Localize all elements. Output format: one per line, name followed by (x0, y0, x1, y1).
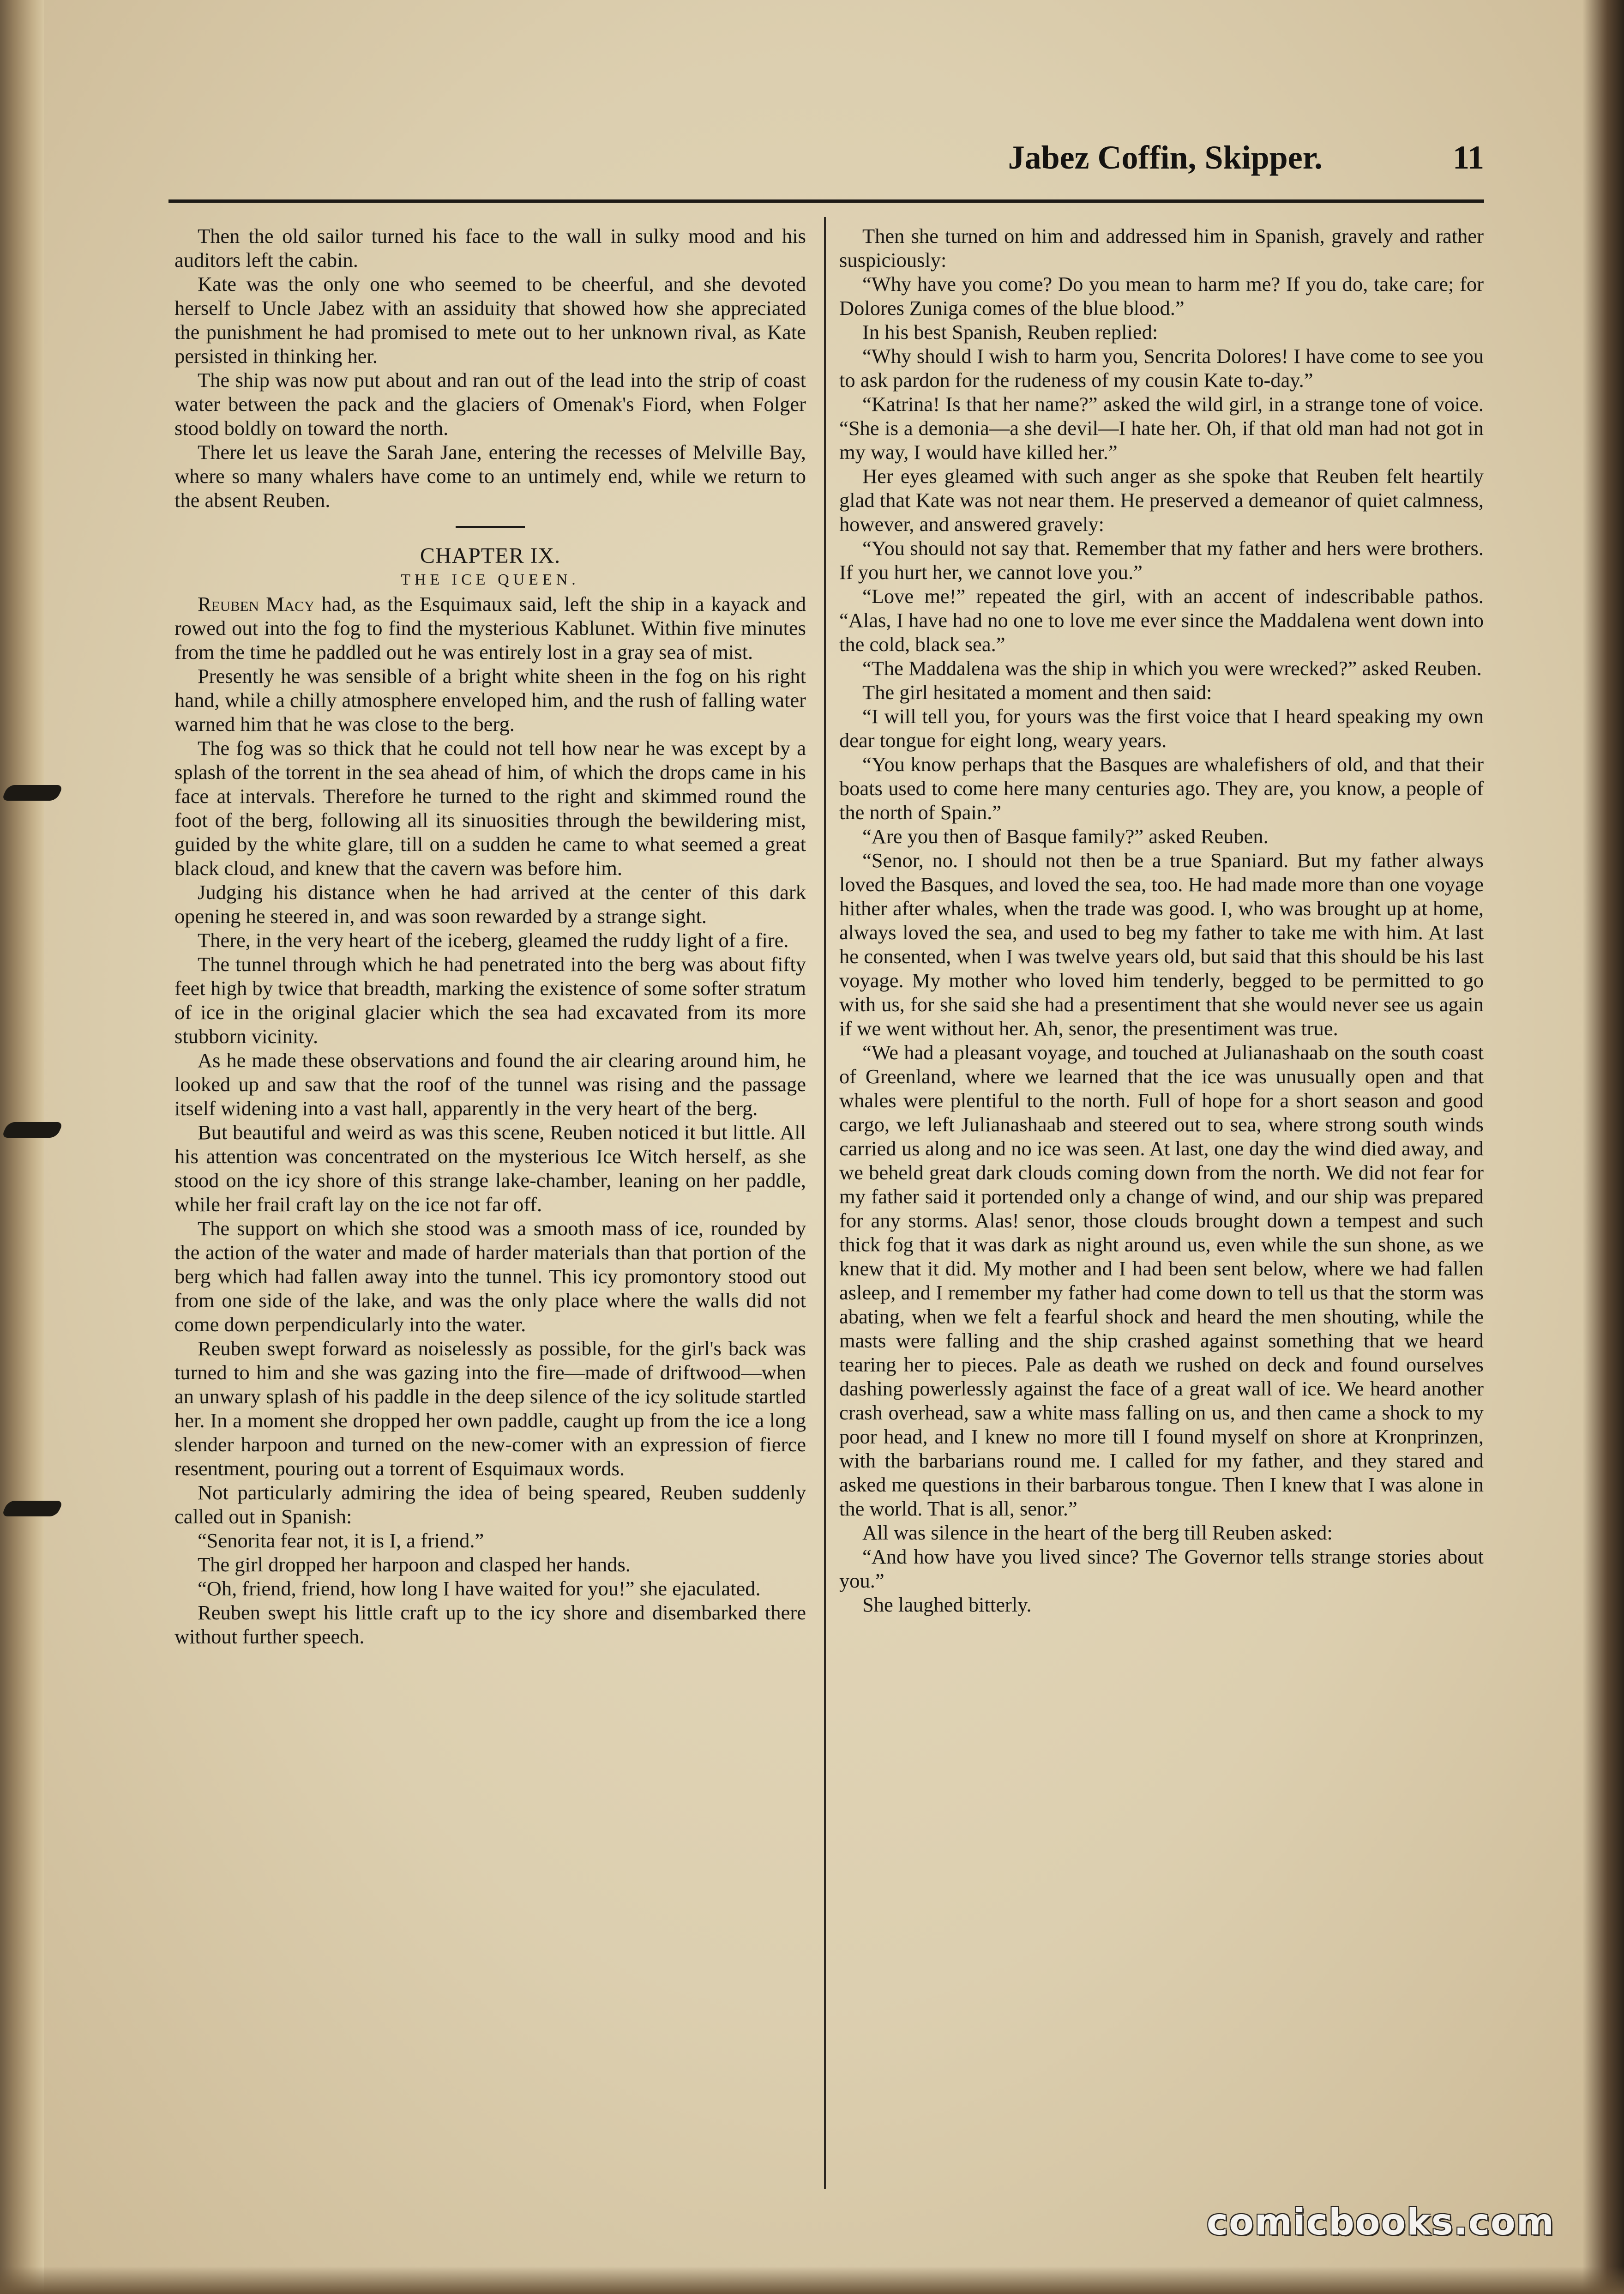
paragraph: The support on which she stood was a smooth mass of ice, rounded by the action of the water and made of harder materials than that portion of the berg which had fallen away into the tunnel. This icy promontory stood out from one side of the lake, and was the only place where the walls did not come down perpendicularly into the water. (174, 1217, 806, 1336)
paragraph: “You know perhaps that the Basques are whalefishers of old, and that their boats used to come here many centuries ago. They are, you know, a people of the north of Spain.” (839, 753, 1484, 824)
page-bottom-edge (0, 2266, 1624, 2294)
paragraph: Judging his distance when he had arrived at the center of this dark opening he steered in, and was soon rewarded by a strange sight. (174, 881, 806, 928)
paragraph: The girl hesitated a moment and then said: (862, 681, 1212, 704)
site-watermark: comicbooks.com (1206, 2202, 1555, 2243)
paragraph: “And how have you lived since? The Governor tells strange stories about you.” (839, 1545, 1484, 1592)
page-header (168, 139, 1484, 189)
right-text-column (839, 224, 1484, 2186)
paragraph: The girl dropped her harpoon and clasped her hands. (198, 1553, 631, 1576)
header-rule (168, 199, 1484, 203)
chapter-divider-rule (456, 526, 525, 528)
running-title: Jabez Coffin, Skipper. (1008, 139, 1323, 176)
paragraph: There, in the very heart of the iceberg, gleamed the ruddy light of a fire. (198, 929, 789, 952)
paragraph: Not particularly admiring the idea of being speared, Reuben suddenly called out in Spanish: (174, 1481, 806, 1528)
paragraph: The tunnel through which he had penetrated into the berg was about fifty feet high by twice that breadth, marking the existence of some softer stratum of ice in the original glacier which the sea had excavated from its more stubborn vicinity. (174, 953, 806, 1048)
paragraph: “I will tell you, for yours was the first voice that I heard speaking my own dear tongue for eight long, weary years. (839, 705, 1484, 752)
paragraph: As he made these observations and found the air clearing around him, he looked up and saw that the roof of the tunnel was rising and the passage itself widening into a vast hall, apparently in the very heart of the berg. (174, 1049, 806, 1120)
paragraph: “Are you then of Basque family?” asked Reuben. (862, 825, 1269, 848)
paragraph: “Senorita fear not, it is I, a friend.” (198, 1529, 484, 1552)
page-binding-edge (0, 0, 44, 2294)
paragraph: The ship was now put about and ran out of the lead into the strip of coast water between the pack and the glaciers of Omenak's Fiord, when Folger stood boldly on toward the north. (174, 368, 806, 440)
paragraph: “Why have you come? Do you mean to harm me? If you do, take care; for Dolores Zuniga comes of the blue blood.” (839, 272, 1484, 320)
binding-stitch (1, 1122, 64, 1138)
paragraph: The fog was so thick that he could not tell how near he was except by a splash of the torrent in the sea ahead of him, of which the drops came in his face at intervals. Therefore he turned to the right and skimmed round the foot of the berg, following all its sinuosities through the bewildering mist, guided by the white glare, till on a sudden he came to what seemed a great black cloud, and knew that the cavern was before him. (174, 736, 806, 880)
paragraph: In his best Spanish, Reuben replied: (862, 320, 1158, 344)
paragraph: All was silence in the heart of the berg till Reuben asked: (862, 1521, 1333, 1544)
chapter-first-paragraph-text: had, as the Esquimaux said, left the ship in a kayack and rowed out into the fog to find the mysterious Kablunet. Within five minutes from the time he paddled out he was entirely lost in a gray sea of mist. (174, 592, 806, 664)
left-text-column (174, 224, 806, 2186)
paragraph: “Love me!” repeated the girl, with an accent of indescribable pathos. “Alas, I have had no one to love me ever since the Maddalena went down into the cold, black sea.” (839, 585, 1484, 656)
paragraph: Reuben swept forward as noiselessly as possible, for the girl's back was turned to him and she was gazing into the fire—made of driftwood—when an unwary splash of his paddle in the deep silence of the icy solitude startled her. In a moment she dropped her own paddle, caught up from the ice a long slender harpoon and turned on the new-comer with an expression of fierce resentment, pouring out a torrent of Esquimaux words. (174, 1337, 806, 1480)
paragraph: Kate was the only one who seemed to be cheerful, and she devoted herself to Uncle Jabez with an assiduity that showed how she appreciated the punishment he had promised to mete out to her unknown rival, as Kate persisted in thinking her. (174, 272, 806, 368)
chapter-first-paragraph (174, 592, 806, 664)
paragraph: “Senor, no. I should not then be a true Spaniard. But my father always loved the Basques, and loved the sea, too. He had made more than one voyage hither after whales, when the trade was good. I, who was brought up at home, always loved the sea, and used to beg my father to take me with him. At last he consented, when I was twelve years old, but said that this should be his last voyage. My mother who loved him tenderly, begged to be permitted to go with us, for she said she had a presentiment that she would never see us again if we went without her. Ah, senor, the presentiment was true. (839, 849, 1484, 1040)
binding-stitch (1, 785, 64, 801)
paragraph: Then she turned on him and addressed him in Spanish, gravely and rather suspiciously: (839, 224, 1484, 272)
paragraph: “Why should I wish to harm you, Sencrita Dolores! I have come to see you to ask pardon for the rudeness of my cousin Kate to-day.” (839, 344, 1484, 392)
paragraph: “Katrina! Is that her name?” asked the wild girl, in a strange tone of voice. “She is a demonia—a she devil—I hate her. Oh, if that old man had not got in my way, I would have killed her.” (839, 392, 1484, 464)
chapter-subtitle: THE ICE QUEEN. (401, 571, 580, 588)
paragraph: “The Maddalena was the ship in which you were wrecked?” asked Reuben. (862, 657, 1482, 680)
column-divider (824, 217, 826, 2189)
chapter-lead-words: Reuben Macy (198, 592, 315, 616)
paragraph: There let us leave the Sarah Jane, entering the recesses of Melville Bay, where so many whalers have come to an untimely end, while we return to the absent Reuben. (174, 441, 806, 512)
paragraph: She laughed bitterly. (862, 1593, 1032, 1616)
chapter-heading: CHAPTER IX. (420, 543, 561, 568)
binding-stitch (1, 1501, 64, 1516)
paragraph: “We had a pleasant voyage, and touched at Julianashaab on the south coast of Greenland, where we learned that the ice was unusually open and that whales were plentiful to the north. Full of hope for a short season and good cargo, we left Julianashaab and steered out to sea, where strong south winds carried us along and no ice was seen. At last, one day the wind died away, and we beheld great dark clouds coming down from the north. We did not fear for my father said it portended only a change of wind, and our ship was prepared for any storms. Alas! senor, those clouds brought down a tempest and such thick fog that it was dark as night around us, even while the sun shone, as we knew that it did. My mother and I had been sent below, where we had fallen asleep, and I remember my father had come down to tell us that the storm was abating, when we felt a fearful shock and heard the men shouting, while the masts were falling and the ship crashed against something that we heard tearing her to pieces. Pale as death we rushed on deck and found ourselves dashing powerlessly against the face of a great wall of ice. We heard another crash overhead, saw a white mass falling on us, and then came a shock to my poor head, and I knew no more till I found myself on shore at Kronprinzen, with the barbarians round me. I called for my father, and they stared and asked me questions in their barbarous tongue. Then I knew that I was alone in the world. That is all, senor.” (839, 1041, 1484, 1520)
paragraph: “Oh, friend, friend, how long I have waited for you!” she ejaculated. (198, 1577, 761, 1600)
paragraph: Her eyes gleamed with such anger as she spoke that Reuben felt heartily glad that Kate was not near them. He preserved a demeanor of quiet calmness, however, and answered gravely: (839, 465, 1484, 536)
page-right-edge (1582, 0, 1624, 2294)
paragraph: Then the old sailor turned his face to the wall in sulky mood and his auditors left the cabin. (174, 224, 806, 272)
paragraph: But beautiful and weird as was this scene, Reuben noticed it but little. All his attention was concentrated on the mysterious Ice Witch herself, as she stood on the icy shore of this strange lake-chamber, leaning on her paddle, while her frail craft lay on the ice not far off. (174, 1121, 806, 1216)
paragraph: Presently he was sensible of a bright white sheen in the fog on his right hand, while a chilly atmosphere enveloped him, and the rush of falling water warned him that he was close to the berg. (174, 664, 806, 736)
paragraph: Reuben swept his little craft up to the icy shore and disembarked there without further speech. (174, 1601, 806, 1648)
page-number: 11 (1452, 139, 1484, 176)
paragraph: “You should not say that. Remember that my father and hers were brothers. If you hurt her, we cannot love you.” (839, 537, 1484, 584)
